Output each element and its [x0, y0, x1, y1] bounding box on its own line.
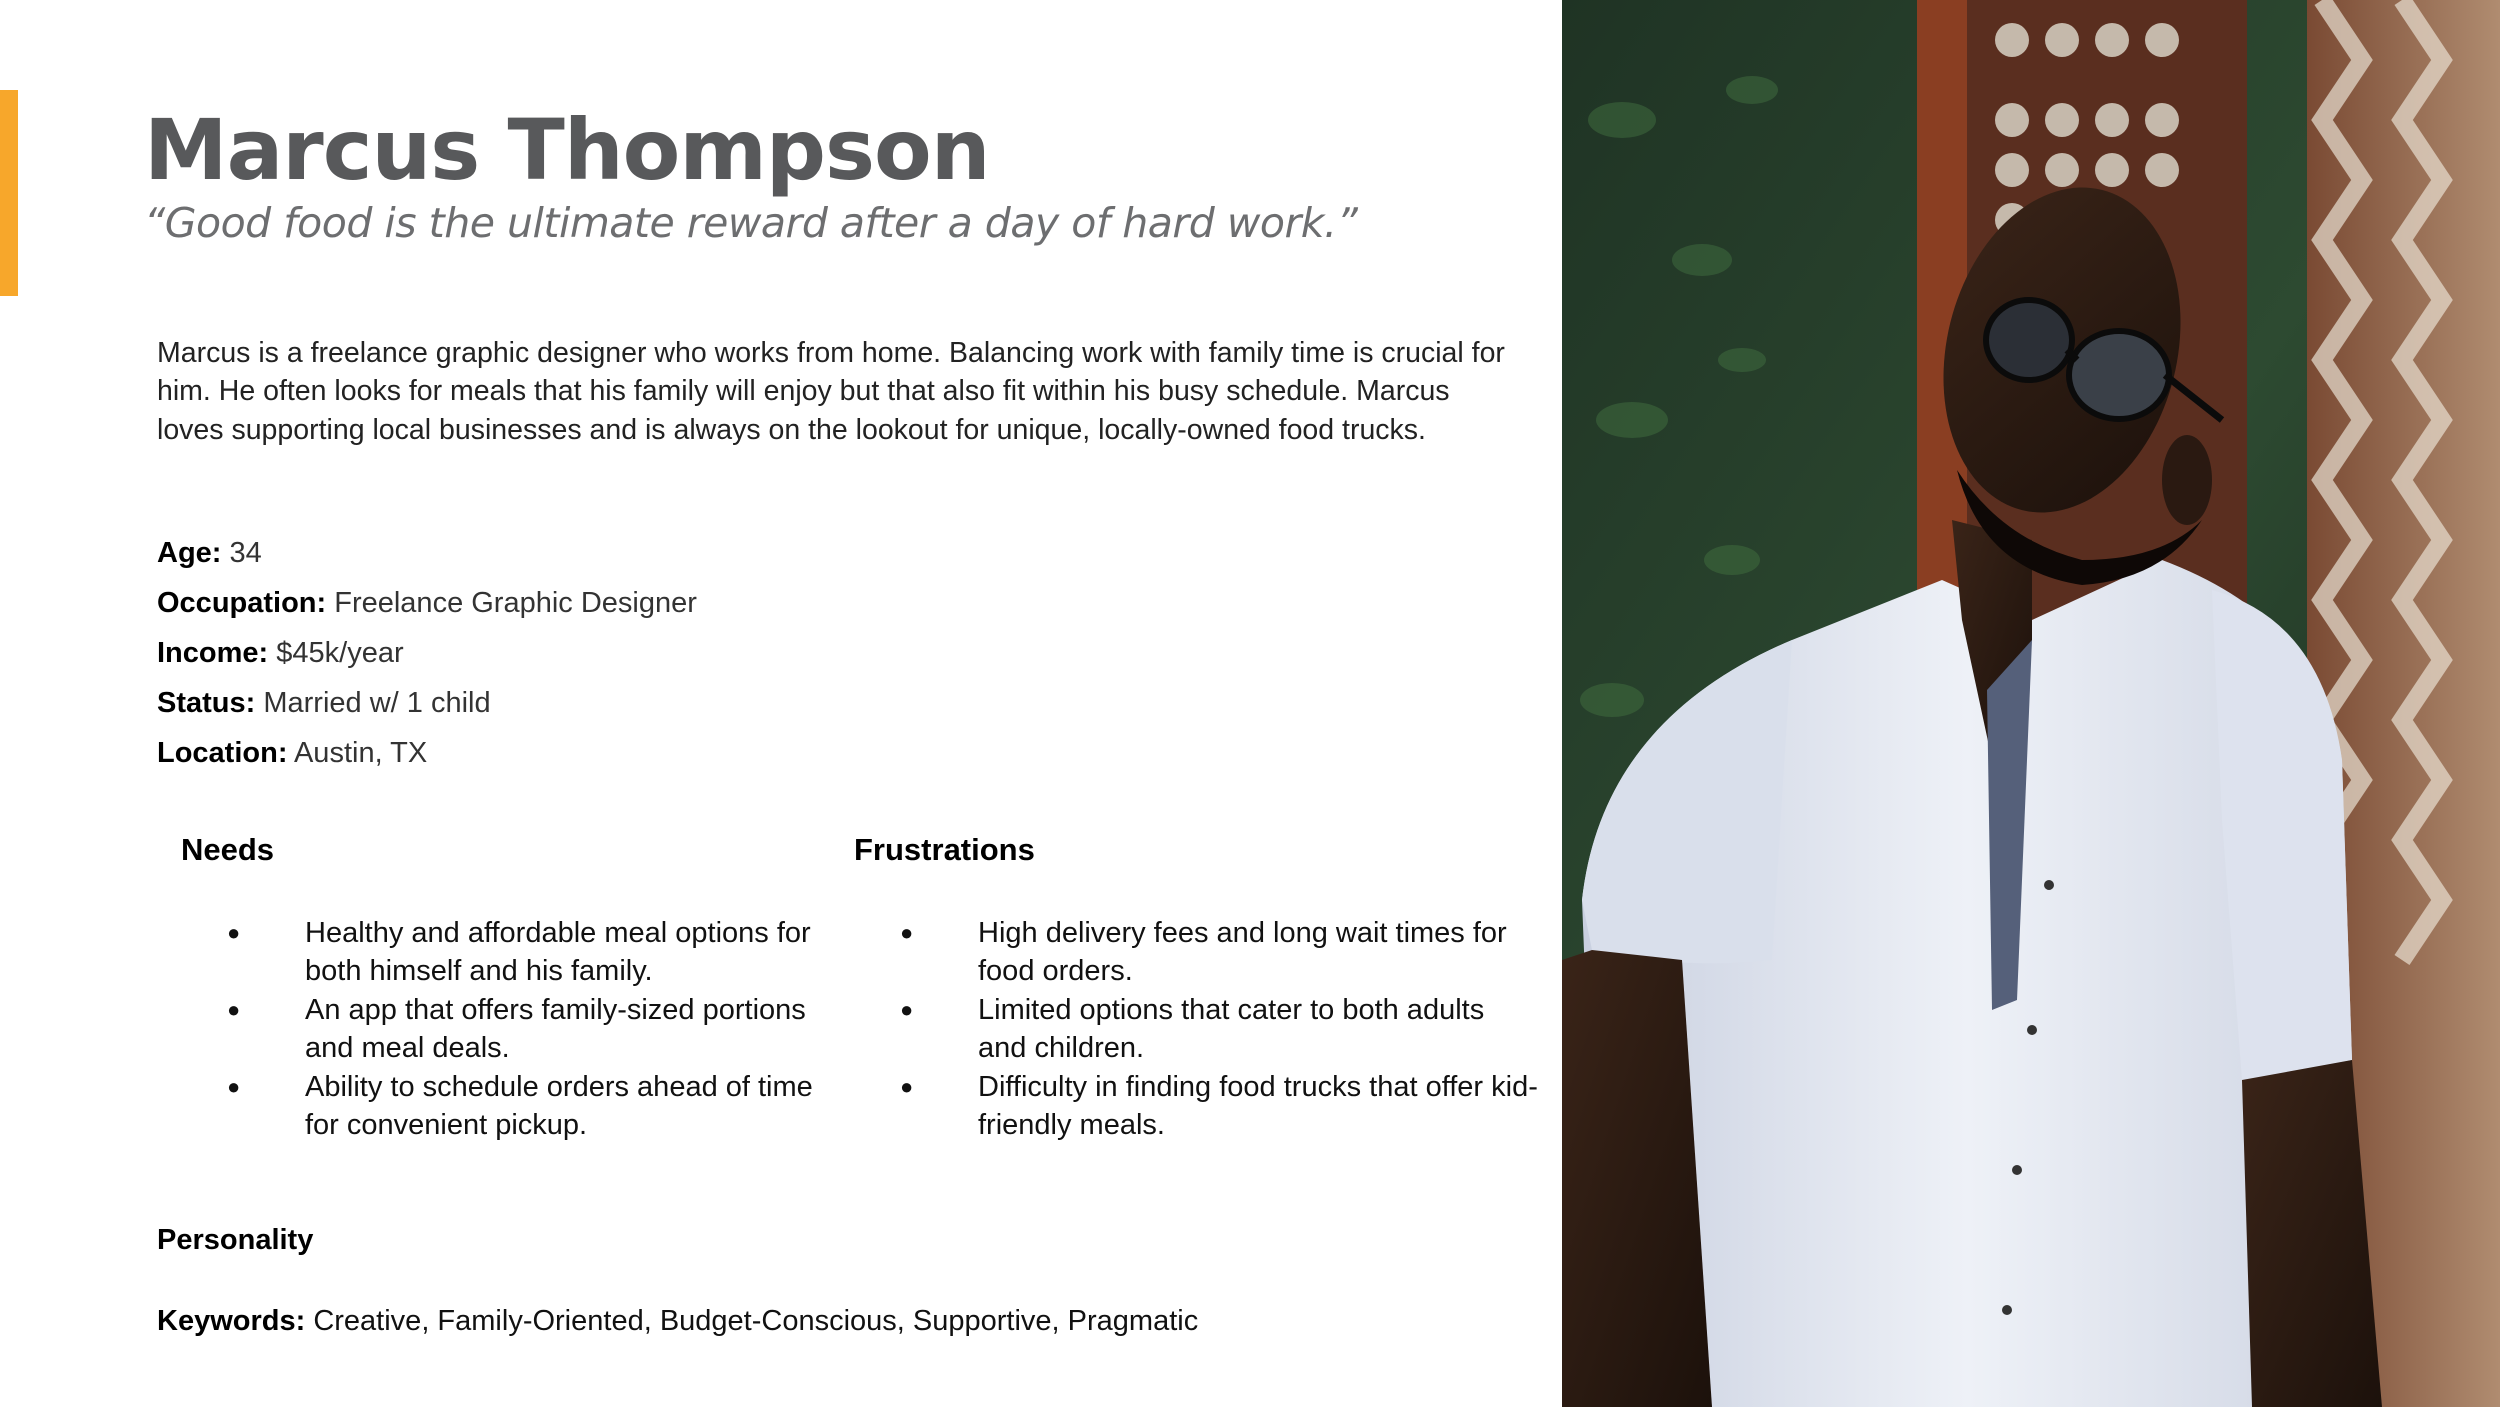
fact-value: Freelance Graphic Designer: [334, 587, 697, 619]
persona-name: Marcus Thompson: [144, 101, 990, 199]
personality-heading: Personality: [157, 1224, 314, 1256]
fact-label: Income:: [157, 637, 269, 669]
fact-value: Austin, TX: [293, 737, 428, 769]
list-item: ● An app that offers family-sized portions and meal deals.: [305, 991, 825, 1068]
fact-status: [157, 678, 697, 728]
fact-value: Married w/ 1 child: [263, 687, 491, 719]
persona-quote: “Good food is the ultimate reward after a day of hard work.”: [144, 199, 1358, 247]
persona-bio: Marcus is a freelance graphic designer who works from home. Balancing work with family time is crucial for him. He often looks for meals that his family will enjoy but that also fit within his busy schedule. Marcus loves supporting local businesses and is always on the lookout for unique, locally-owned food trucks.: [157, 337, 1505, 446]
keywords-label: Keywords:: [157, 1305, 306, 1337]
fact-label: Status:: [157, 687, 256, 719]
fact-value: $45k/year: [276, 637, 404, 669]
list-item: ● Healthy and affordable meal options for both himself and his family.: [305, 914, 825, 991]
fact-label: Age:: [157, 537, 222, 569]
needs-heading: Needs: [181, 832, 275, 867]
persona-photo: [1562, 0, 2500, 1407]
frustrations-list: [978, 914, 1538, 1144]
fact-occupation: [157, 578, 697, 628]
list-item: ● Difficulty in finding food trucks that offer kid-friendly meals.: [978, 1068, 1538, 1145]
keywords-value: Creative, Family-Oriented, Budget-Conscious, Supportive, Pragmatic: [313, 1305, 1199, 1337]
fact-label: Location:: [157, 737, 288, 769]
accent-bar: [0, 90, 18, 296]
frustrations-section: [854, 826, 1538, 1142]
list-item: ● High delivery fees and long wait times for food orders.: [978, 914, 1538, 991]
list-item: ● Limited options that cater to both adults and children.: [978, 991, 1538, 1068]
fact-location: [157, 728, 697, 778]
needs-list: [305, 914, 825, 1144]
frustrations-heading: Frustrations: [854, 832, 1035, 867]
fact-label: Occupation:: [157, 587, 327, 619]
fact-value: 34: [229, 537, 262, 569]
persona-facts: [157, 528, 697, 778]
list-item: ● Ability to schedule orders ahead of time for convenient pickup.: [305, 1068, 825, 1145]
fact-income: [157, 628, 697, 678]
fact-age: [157, 528, 697, 578]
needs-section: [181, 826, 813, 1142]
keywords-line: [157, 1302, 1198, 1340]
